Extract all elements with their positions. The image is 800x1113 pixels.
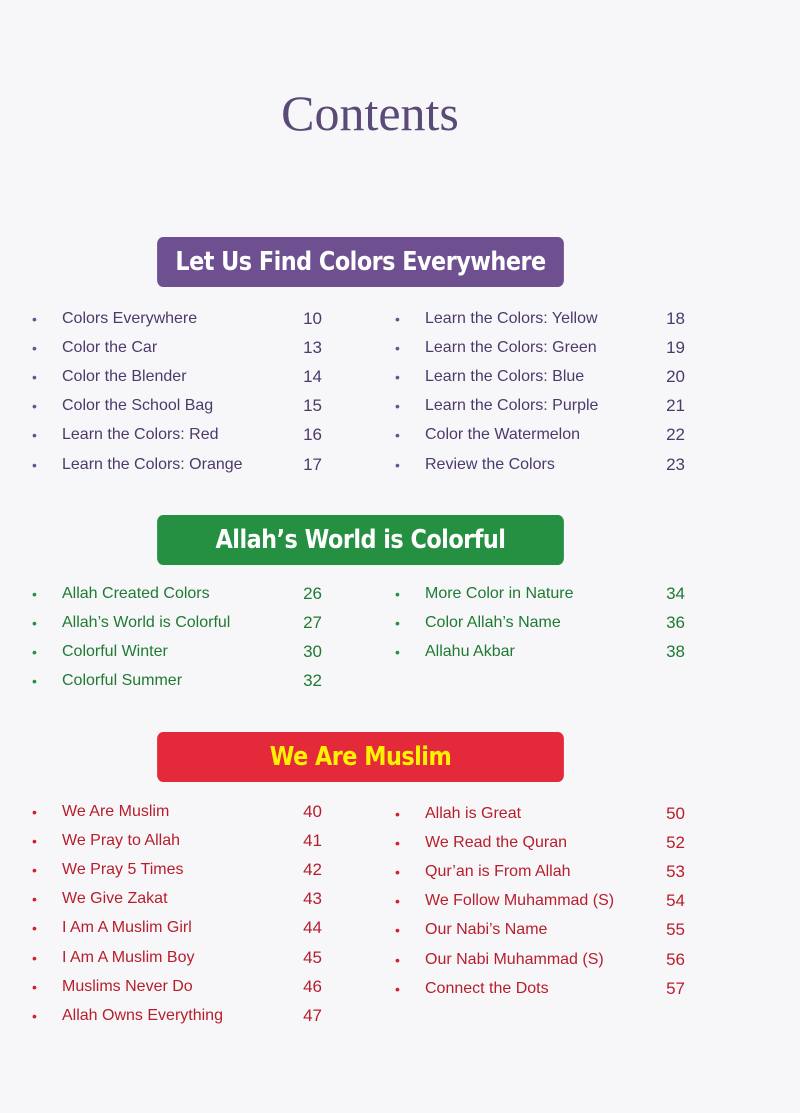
toc-entry	[395, 581, 685, 607]
toc-entry	[395, 830, 685, 856]
toc-entry	[32, 857, 322, 883]
toc-entry	[395, 976, 685, 1002]
toc-entry-label: Our Nabi Muhammad (S)	[425, 950, 604, 968]
toc-entry-page: 22	[666, 425, 685, 445]
toc-entry-page: 21	[666, 396, 685, 416]
toc-entry-page: 38	[666, 642, 685, 662]
toc-entry-label: Color the Blender	[62, 368, 187, 386]
toc-entry-label: Connect the Dots	[425, 979, 549, 997]
toc-entry	[32, 828, 322, 854]
toc-entry-label: Colorful Winter	[62, 643, 168, 661]
toc-entry-label: We Pray 5 Times	[62, 861, 184, 879]
page-title: Contents	[281, 85, 459, 141]
toc-entry-page: 23	[666, 454, 685, 474]
toc-entry-label: Colors Everywhere	[62, 310, 198, 327]
toc-entry-label: Qur’an is From Allah	[425, 863, 571, 881]
section-heading-colors: Let Us Find Colors Everywhere	[157, 237, 564, 287]
toc-entry-page: 18	[666, 309, 685, 328]
toc-entry	[395, 393, 685, 419]
toc-entry	[32, 668, 322, 694]
toc-entry-page: 16	[303, 425, 322, 445]
toc-entry	[32, 945, 322, 971]
toc-entry-page: 19	[666, 338, 685, 358]
toc-entry-label: Colorful Summer	[62, 672, 183, 690]
toc-entry-page: 46	[303, 976, 322, 996]
toc-entry-page: 13	[303, 338, 322, 358]
toc-entry-page: 47	[303, 1005, 322, 1025]
toc-entry-label: Learn the Colors: Red	[62, 426, 219, 444]
toc-entry-page: 14	[303, 367, 322, 387]
toc-entry	[32, 306, 322, 332]
bullet-icon: •	[395, 615, 400, 632]
toc-entry	[32, 452, 322, 478]
toc-entry-page: 43	[303, 889, 322, 909]
toc-entry	[395, 364, 685, 390]
toc-entry-label: We Read the Quran	[425, 834, 568, 852]
toc-entry-label: Muslims Never Do	[62, 977, 193, 995]
toc-entry	[395, 888, 685, 914]
toc-entry-label: I Am A Muslim Boy	[62, 948, 195, 966]
bullet-icon: •	[32, 615, 37, 632]
toc-entry	[32, 422, 322, 448]
bullet-icon: •	[395, 835, 400, 852]
toc-entry	[32, 1003, 322, 1029]
toc-entry-label: Color the Watermelon	[425, 426, 581, 444]
toc-entry-label: We Give Zakat	[62, 890, 168, 908]
bullet-icon: •	[395, 369, 400, 386]
toc-entry-page: 53	[666, 862, 685, 882]
toc-entry-page: 56	[666, 949, 685, 969]
bullet-icon: •	[395, 951, 400, 968]
toc-entry	[32, 610, 322, 636]
toc-entry-label: Color the School Bag	[62, 397, 214, 415]
bullet-icon: •	[32, 833, 37, 850]
bullet-icon: •	[32, 586, 37, 602]
toc-entry-label: Color the Car	[62, 339, 158, 357]
bullet-icon: •	[32, 427, 37, 444]
toc-entry-label: Allah Owns Everything	[62, 1006, 223, 1024]
toc-entry-page: 40	[303, 802, 322, 821]
toc-entry-page: 42	[303, 860, 322, 880]
toc-entry-page: 15	[303, 396, 322, 416]
toc-entry-label: We Follow Muhammad (S)	[425, 892, 615, 910]
toc-entry	[395, 859, 685, 885]
bullet-icon: •	[32, 398, 37, 415]
toc-entry-label: Learn the Colors: Yellow	[425, 310, 598, 327]
toc-entry-page: 32	[303, 671, 322, 691]
toc-entry	[32, 974, 322, 1000]
toc-entry-page: 41	[303, 831, 322, 851]
toc-entry-page: 50	[666, 804, 685, 823]
bullet-icon: •	[32, 673, 37, 690]
toc-entry-page: 30	[303, 642, 322, 662]
toc-entry-label: Learn the Colors: Green	[425, 339, 597, 357]
toc-entry-label: Allahu Akbar	[425, 643, 515, 661]
toc-entry-page: 10	[303, 309, 322, 328]
bullet-icon: •	[395, 456, 400, 473]
bullet-icon: •	[395, 980, 400, 997]
toc-entry-label: Allah’s World is Colorful	[62, 614, 231, 632]
toc-entry-page: 26	[303, 584, 322, 603]
bullet-icon: •	[32, 891, 37, 908]
toc-entry	[32, 581, 322, 607]
bullet-icon: •	[32, 978, 37, 995]
toc-entry-label: I Am A Muslim Girl	[62, 919, 192, 937]
toc-entry-label: We Are Muslim	[62, 803, 170, 820]
toc-entry-label: Learn the Colors: Orange	[62, 455, 243, 473]
toc-entry	[32, 639, 322, 665]
toc-entry-page: 52	[666, 833, 685, 853]
toc-entry-page: 36	[666, 613, 685, 633]
toc-entry-label: Review the Colors	[425, 455, 555, 473]
bullet-icon: •	[32, 340, 37, 357]
bullet-icon: •	[395, 893, 400, 910]
section-heading-we-are-muslim: We Are Muslim	[157, 732, 564, 782]
bullet-icon: •	[32, 949, 37, 966]
toc-entry-label: Allah Created Colors	[62, 585, 210, 602]
bullet-icon: •	[32, 920, 37, 937]
toc-entry	[395, 335, 685, 361]
toc-entry	[395, 422, 685, 448]
toc-entry-page: 54	[666, 891, 685, 911]
toc-entry	[32, 799, 322, 825]
toc-entry-label: Allah is Great	[425, 805, 522, 822]
toc-entry	[32, 886, 322, 912]
toc-entry-label: We Pray to Allah	[62, 832, 180, 850]
toc-entry	[32, 915, 322, 941]
bullet-icon: •	[32, 644, 37, 661]
toc-entry-page: 20	[666, 367, 685, 387]
toc-entry-label: Learn the Colors: Purple	[425, 397, 599, 415]
bullet-icon: •	[32, 456, 37, 473]
toc-entry-page: 34	[666, 584, 685, 603]
toc-entry	[395, 639, 685, 665]
bullet-icon: •	[395, 427, 400, 444]
toc-entry-page: 57	[666, 978, 685, 998]
bullet-icon: •	[395, 644, 400, 661]
toc-entry	[395, 610, 685, 636]
bullet-icon: •	[395, 922, 400, 939]
toc-entry	[32, 335, 322, 361]
bullet-icon: •	[395, 586, 400, 602]
toc-entry-page: 44	[303, 918, 322, 938]
bullet-icon: •	[32, 862, 37, 879]
toc-entry	[32, 393, 322, 419]
toc-entry-label: Learn the Colors: Blue	[425, 368, 585, 386]
toc-entry	[395, 947, 685, 973]
toc-entry-page: 55	[666, 920, 685, 940]
bullet-icon: •	[32, 1007, 37, 1024]
toc-entry	[395, 306, 685, 332]
bullet-icon: •	[395, 398, 400, 415]
toc-entry-label: Our Nabi’s Name	[425, 921, 548, 939]
toc-entry	[395, 917, 685, 943]
toc-entry-label: More Color in Nature	[425, 585, 574, 602]
section-heading-allahs-world: Allah’s World is Colorful	[157, 515, 564, 565]
toc-entry	[395, 452, 685, 478]
bullet-icon: •	[395, 864, 400, 881]
bullet-icon: •	[395, 311, 400, 327]
bullet-icon: •	[32, 804, 37, 820]
toc-entry	[395, 801, 685, 827]
toc-entry	[32, 364, 322, 390]
bullet-icon: •	[32, 311, 37, 327]
bullet-icon: •	[32, 369, 37, 386]
bullet-icon: •	[395, 806, 400, 822]
bullet-icon: •	[395, 340, 400, 357]
toc-entry-page: 27	[303, 613, 322, 633]
toc-entry-page: 17	[303, 454, 322, 474]
toc-entry-label: Color Allah’s Name	[425, 614, 561, 632]
toc-entry-page: 45	[303, 947, 322, 967]
